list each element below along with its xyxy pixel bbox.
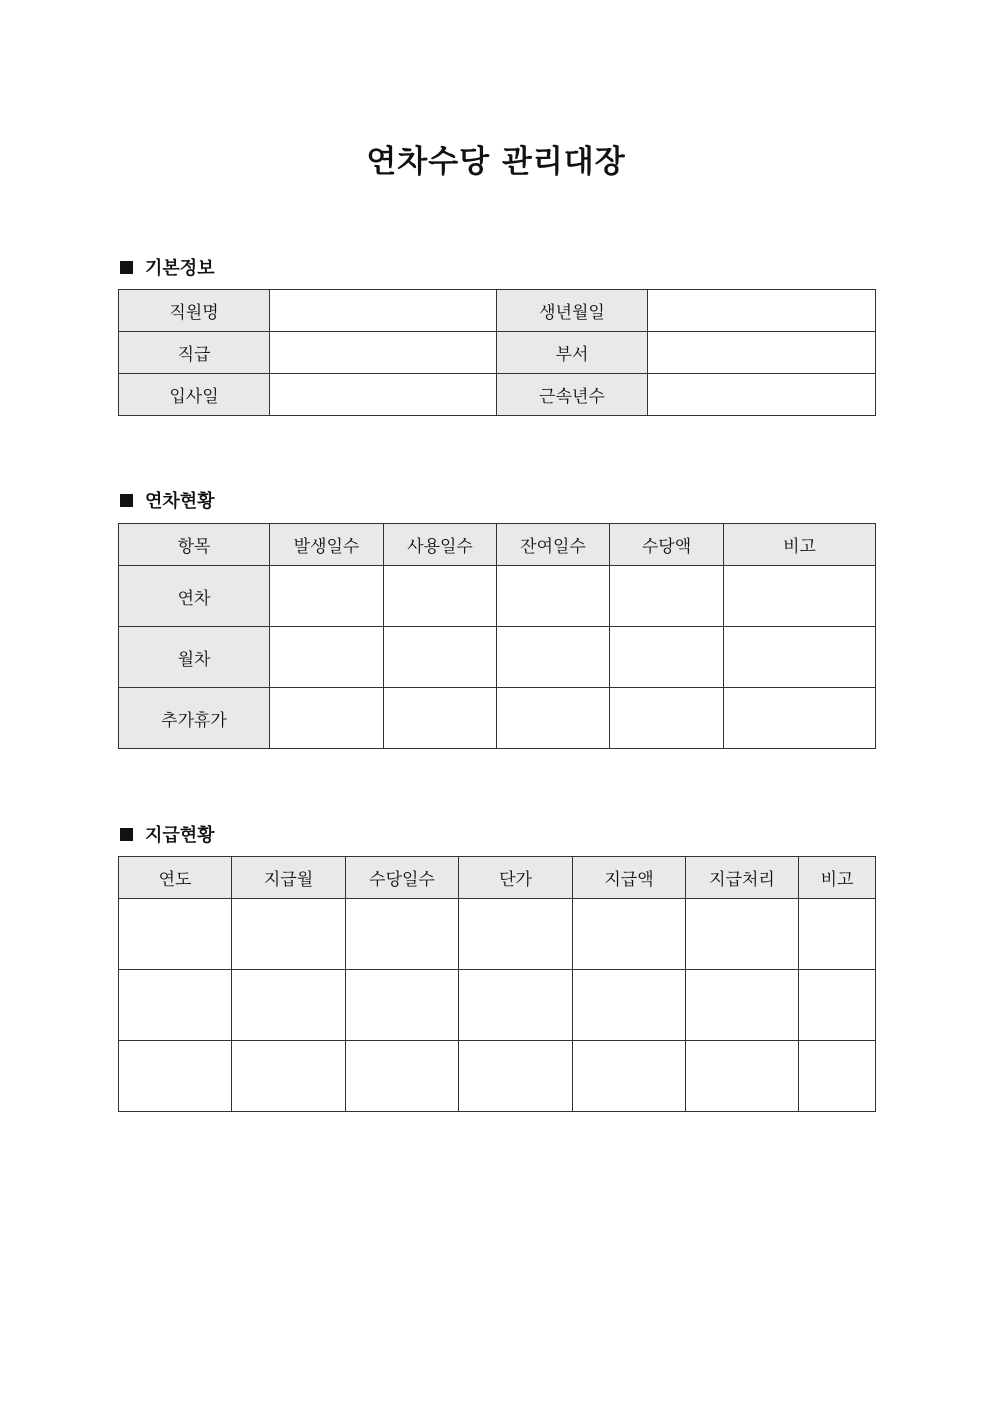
employee-name-value[interactable] [270,290,497,332]
table-header-row [119,524,876,566]
table-cell[interactable] [270,688,384,749]
years-of-service-label: 근속년수 [497,374,648,416]
table-row [119,290,876,332]
column-header: 지급액 [573,857,686,899]
table-cell[interactable] [384,688,497,749]
table-cell[interactable] [459,899,573,970]
table-cell[interactable] [459,970,573,1041]
table-cell[interactable] [573,1041,686,1112]
row-label: 추가휴가 [119,688,270,749]
position-value[interactable] [270,332,497,374]
table-cell[interactable] [724,566,876,627]
square-bullet-icon [120,261,133,274]
column-header: 지급월 [232,857,346,899]
table-cell[interactable] [270,627,384,688]
column-header: 연도 [119,857,232,899]
table-cell[interactable] [686,970,799,1041]
table-cell[interactable] [119,1041,232,1112]
basic-info-table [118,289,876,416]
table-row [119,899,876,970]
table-cell[interactable] [724,627,876,688]
hire-date-value[interactable] [270,374,497,416]
birthdate-label: 생년월일 [497,290,648,332]
column-header: 비고 [724,524,876,566]
column-header: 항목 [119,524,270,566]
table-row [119,374,876,416]
table-cell[interactable] [384,627,497,688]
payment-status-heading-label: 지급현황 [145,825,215,846]
hire-date-label: 입사일 [119,374,270,416]
table-row [119,1041,876,1112]
table-row [119,688,876,749]
square-bullet-icon [120,828,133,841]
column-header: 잔여일수 [497,524,610,566]
table-cell[interactable] [346,1041,459,1112]
table-cell[interactable] [232,970,346,1041]
position-label: 직급 [119,332,270,374]
table-cell[interactable] [686,899,799,970]
column-header: 지급처리 [686,857,799,899]
table-cell[interactable] [232,1041,346,1112]
table-cell[interactable] [686,1041,799,1112]
table-cell[interactable] [610,627,724,688]
table-header-row [119,857,876,899]
leave-status-heading [120,487,215,513]
table-cell[interactable] [799,1041,876,1112]
payment-status-table [118,856,876,1112]
column-header: 비고 [799,857,876,899]
square-bullet-icon [120,494,133,507]
page-title: 연차수당 관리대장 [366,144,626,180]
table-cell[interactable] [459,1041,573,1112]
column-header: 사용일수 [384,524,497,566]
years-of-service-value[interactable] [648,374,876,416]
birthdate-value[interactable] [648,290,876,332]
leave-status-table [118,523,876,749]
table-cell[interactable] [497,566,610,627]
table-cell[interactable] [799,970,876,1041]
table-cell[interactable] [610,566,724,627]
payment-status-heading [120,821,215,847]
table-row [119,332,876,374]
department-label: 부서 [497,332,648,374]
leave-status-heading-label: 연차현황 [145,491,215,512]
column-header: 수당일수 [346,857,459,899]
column-header: 발생일수 [270,524,384,566]
table-cell[interactable] [232,899,346,970]
table-row [119,970,876,1041]
table-cell[interactable] [119,970,232,1041]
table-row [119,627,876,688]
basic-info-heading-label: 기본정보 [145,258,215,279]
row-label: 월차 [119,627,270,688]
table-row [119,566,876,627]
table-cell[interactable] [270,566,384,627]
table-cell[interactable] [119,899,232,970]
table-cell[interactable] [384,566,497,627]
table-cell[interactable] [346,970,459,1041]
column-header: 단가 [459,857,573,899]
employee-name-label: 직원명 [119,290,270,332]
table-cell[interactable] [346,899,459,970]
table-cell[interactable] [573,970,686,1041]
column-header: 수당액 [610,524,724,566]
basic-info-heading [120,254,215,280]
table-cell[interactable] [610,688,724,749]
table-cell[interactable] [497,627,610,688]
department-value[interactable] [648,332,876,374]
table-cell[interactable] [573,899,686,970]
table-cell[interactable] [724,688,876,749]
table-cell[interactable] [497,688,610,749]
row-label: 연차 [119,566,270,627]
table-cell[interactable] [799,899,876,970]
